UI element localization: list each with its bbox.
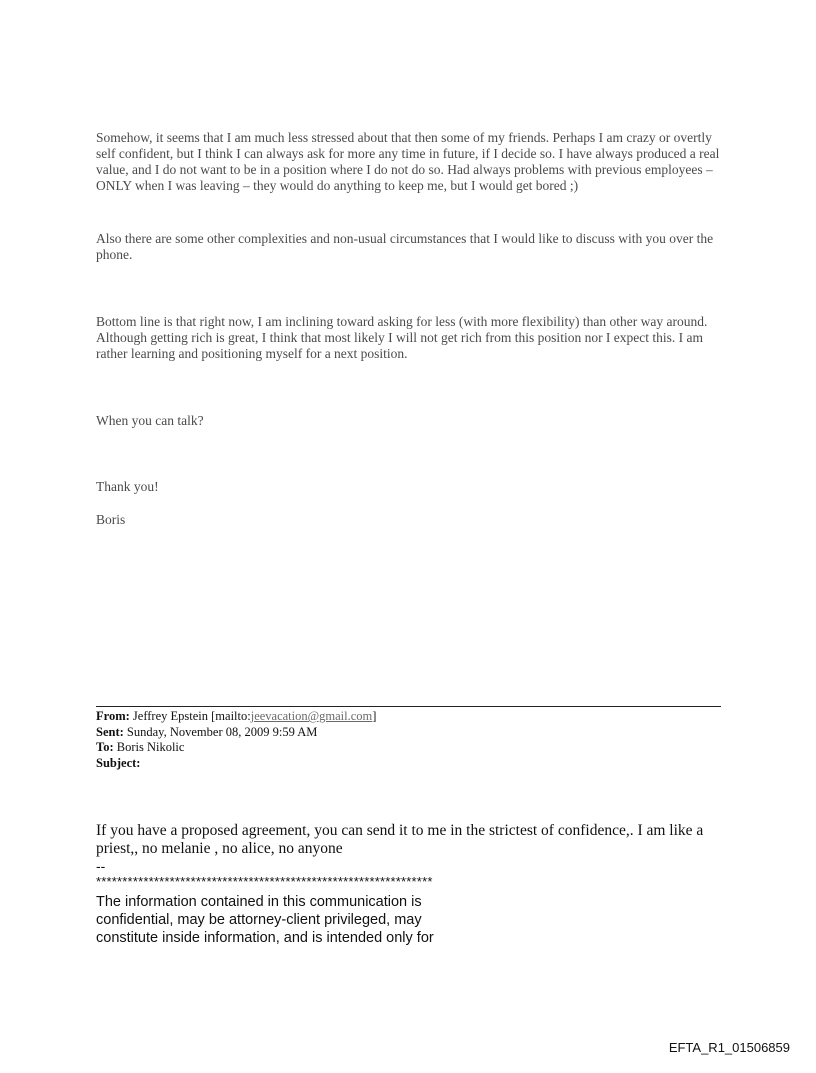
sent-value: Sunday, November 08, 2009 9:59 AM — [126, 724, 318, 739]
asterisk-divider: **************************************************************** — [96, 874, 433, 889]
email-header — [96, 709, 376, 771]
message-paragraph-3: Bottom line is that right now, I am inclining toward asking for less (with more flexibility) than other way around. Although getting rich is great, I think that most likely I will not get rich from this position nor I expect this. I am rather learning and positioning myself for a next position. — [96, 314, 708, 361]
message-paragraph-1: Somehow, it seems that I am much less stressed about that then some of my friends. Perhaps I am crazy or overtly self confident, but I think I can always ask for more any time in future, if I decide so. I have always produced a real value, and I do not want to be in a position where I do not do so. Had always problems with previous employees – ONLY when I was leaving – they would do anything to keep me, but I would get bored ;) — [96, 130, 720, 193]
from-name: Jeffrey Epstein [mailto: — [132, 709, 251, 723]
disclaimer-line: constitute inside information, and is intended only for — [96, 930, 434, 946]
sent-line — [96, 725, 376, 741]
subject-line — [96, 756, 376, 772]
disclaimer — [96, 893, 476, 947]
signature-separator: -- — [96, 858, 106, 874]
from-line — [96, 709, 376, 725]
message-paragraph-2: Also there are some other complexities and non-usual circumstances that I would like to discuss with you over the phone. — [96, 231, 714, 262]
sent-label: Sent: — [96, 724, 124, 739]
message-signature: Boris — [96, 512, 126, 527]
disclaimer-line: The information contained in this communication is — [96, 894, 422, 910]
message-paragraph-4: When you can talk? — [96, 413, 204, 428]
document-id: EFTA_R1_01506859 — [668, 1040, 790, 1055]
to-line — [96, 740, 376, 756]
header-divider — [96, 706, 721, 707]
from-close: ] — [372, 709, 377, 723]
reply-text: If you have a proposed agreement, you can send it to me in the strictest of confidence,. I am like a priest,, no melanie , no alice, no anyone — [96, 822, 704, 857]
message-closing: Thank you! — [96, 479, 159, 494]
disclaimer-line: confidential, may be attorney-client privileged, may — [96, 912, 422, 928]
to-value: Boris Nikolic — [116, 740, 185, 754]
from-email-link[interactable]: jeevacation@gmail.com — [250, 709, 373, 723]
from-label: From: — [96, 709, 130, 723]
to-label: To: — [96, 740, 114, 754]
subject-label: Subject: — [96, 755, 141, 770]
